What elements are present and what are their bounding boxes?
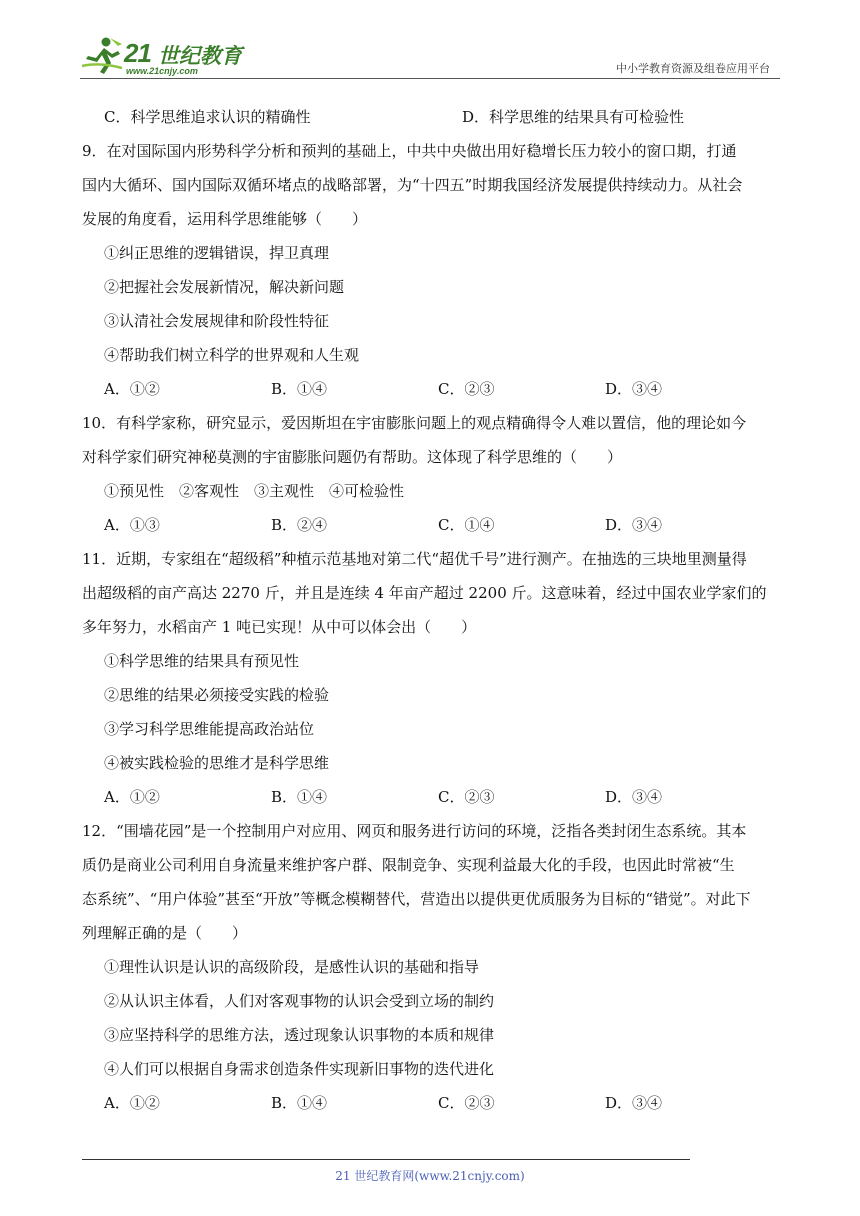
q11-option-d[interactable]: D．③④: [605, 788, 663, 806]
page-header: [80, 34, 780, 80]
q12-options: [82, 1086, 782, 1120]
q9-item: ③认清社会发展规律和阶段性特征: [104, 312, 330, 330]
platform-tagline: 中小学教育资源及组卷应用平台: [616, 62, 770, 75]
q11-option-a[interactable]: A．①②: [104, 788, 160, 806]
q11-item: ②思维的结果必须接受实践的检验: [104, 686, 330, 704]
q9-stem-line: 国内大循环、国内国际双循环堵点的战略部署，为“十四五”时期我国经济发展提供持续动力。从社会: [82, 176, 743, 194]
q9-item: ①纠正思维的逻辑错误，捍卫真理: [104, 244, 330, 262]
q9-item: ④帮助我们树立科学的世界观和人生观: [104, 346, 360, 364]
q12-option-c[interactable]: C．②③: [438, 1094, 495, 1112]
q10-option-b[interactable]: B．②④: [271, 516, 328, 534]
q8-option-c[interactable]: C．科学思维追求认识的精确性: [104, 108, 311, 126]
q10-stem-line: 10．有科学家称，研究显示，爱因斯坦在宇宙膨胀问题上的观点精确得令人难以置信，他的理论如今: [82, 414, 747, 432]
q11-stem-line: 多年努力，水稻亩产 1 吨已实现！从中可以体会出（ ）: [82, 618, 477, 636]
footer-link[interactable]: 21 世纪教育网(www.21cnjy.com): [335, 1169, 525, 1183]
header-divider: [80, 78, 780, 79]
q11-stem-line: 出超级稻的亩产高达 2270 斤，并且是连续 4 年亩产超过 2200 斤。这意味着，经过中国农业学家们的: [82, 584, 767, 602]
q12-stem-line: 态系统”、“用户体验”甚至“开放”等概念模糊替代，营造出以提供更优质服务为目标的“错觉”。对此下: [82, 890, 751, 908]
q9-options: [82, 372, 782, 406]
logo-number: 21: [124, 38, 151, 68]
q11-stem-line: 11．近期，专家组在“超级稻”种植示范基地对第二代“超优千号”进行测产。在抽选的三块地里测量得: [82, 550, 747, 568]
q11-item: ④被实践检验的思维才是科学思维: [104, 754, 330, 772]
q9-option-d[interactable]: D．③④: [605, 380, 663, 398]
q12-item: ①理性认识是认识的高级阶段，是感性认识的基础和指导: [104, 958, 480, 976]
q10-stem-line: 对科学家们研究神秘莫测的宇宙膨胀问题仍有帮助。这体现了科学思维的（ ）: [82, 448, 623, 466]
q9-option-c[interactable]: C．②③: [438, 380, 495, 398]
q10-options: [82, 508, 782, 542]
q8-options: [82, 100, 782, 134]
q9-option-a[interactable]: A．①②: [104, 380, 160, 398]
q8-option-d[interactable]: D．科学思维的结果具有可检验性: [462, 108, 685, 126]
q12-option-b[interactable]: B．①④: [271, 1094, 328, 1112]
q12-item: ③应坚持科学的思维方法，透过现象认识事物的本质和规律: [104, 1026, 495, 1044]
q9-stem-line: 发展的角度看，运用科学思维能够（ ）: [82, 210, 368, 228]
q10-items: ①预见性 ②客观性 ③主观性 ④可检验性: [104, 482, 405, 500]
q12-option-a[interactable]: A．①②: [104, 1094, 160, 1112]
q12-item: ②从认识主体看，人们对客观事物的认识会受到立场的制约: [104, 992, 495, 1010]
logo-title: 世纪教育: [158, 44, 242, 68]
q12-stem-line: 质仍是商业公司利用自身流量来维护客户群、限制竞争、实现利益最大化的手段，也因此时常被“生: [82, 856, 735, 874]
site-logo[interactable]: [80, 34, 250, 78]
q11-item: ③学习科学思维能提高政治站位: [104, 720, 315, 738]
q12-item: ④人们可以根据自身需求创造条件实现新旧事物的迭代进化: [104, 1060, 495, 1078]
question-content: [82, 100, 782, 1120]
q11-item: ①科学思维的结果具有预见性: [104, 652, 300, 670]
runner-logo-icon: [80, 36, 124, 76]
footer-divider: [82, 1159, 690, 1160]
q10-option-a[interactable]: A．①③: [104, 516, 160, 534]
q12-stem-line: 列理解正确的是（ ）: [82, 924, 248, 942]
q10-option-c[interactable]: C．①④: [438, 516, 495, 534]
q9-item: ②把握社会发展新情况，解决新问题: [104, 278, 345, 296]
q9-stem-line: 9．在对国际国内形势科学分析和预判的基础上，中共中央做出用好稳增长压力较小的窗口期，打通: [82, 142, 737, 160]
q11-option-c[interactable]: C．②③: [438, 788, 495, 806]
q11-options: [82, 780, 782, 814]
q12-stem-line: 12．“围墙花园”是一个控制用户对应用、网页和服务进行访问的环境，泛指各类封闭生态系统。其本: [82, 822, 747, 840]
q10-option-d[interactable]: D．③④: [605, 516, 663, 534]
q9-option-b[interactable]: B．①④: [271, 380, 328, 398]
q11-option-b[interactable]: B．①④: [271, 788, 328, 806]
logo-url: www.21cnjy.com: [126, 66, 198, 76]
q12-option-d[interactable]: D．③④: [605, 1094, 663, 1112]
